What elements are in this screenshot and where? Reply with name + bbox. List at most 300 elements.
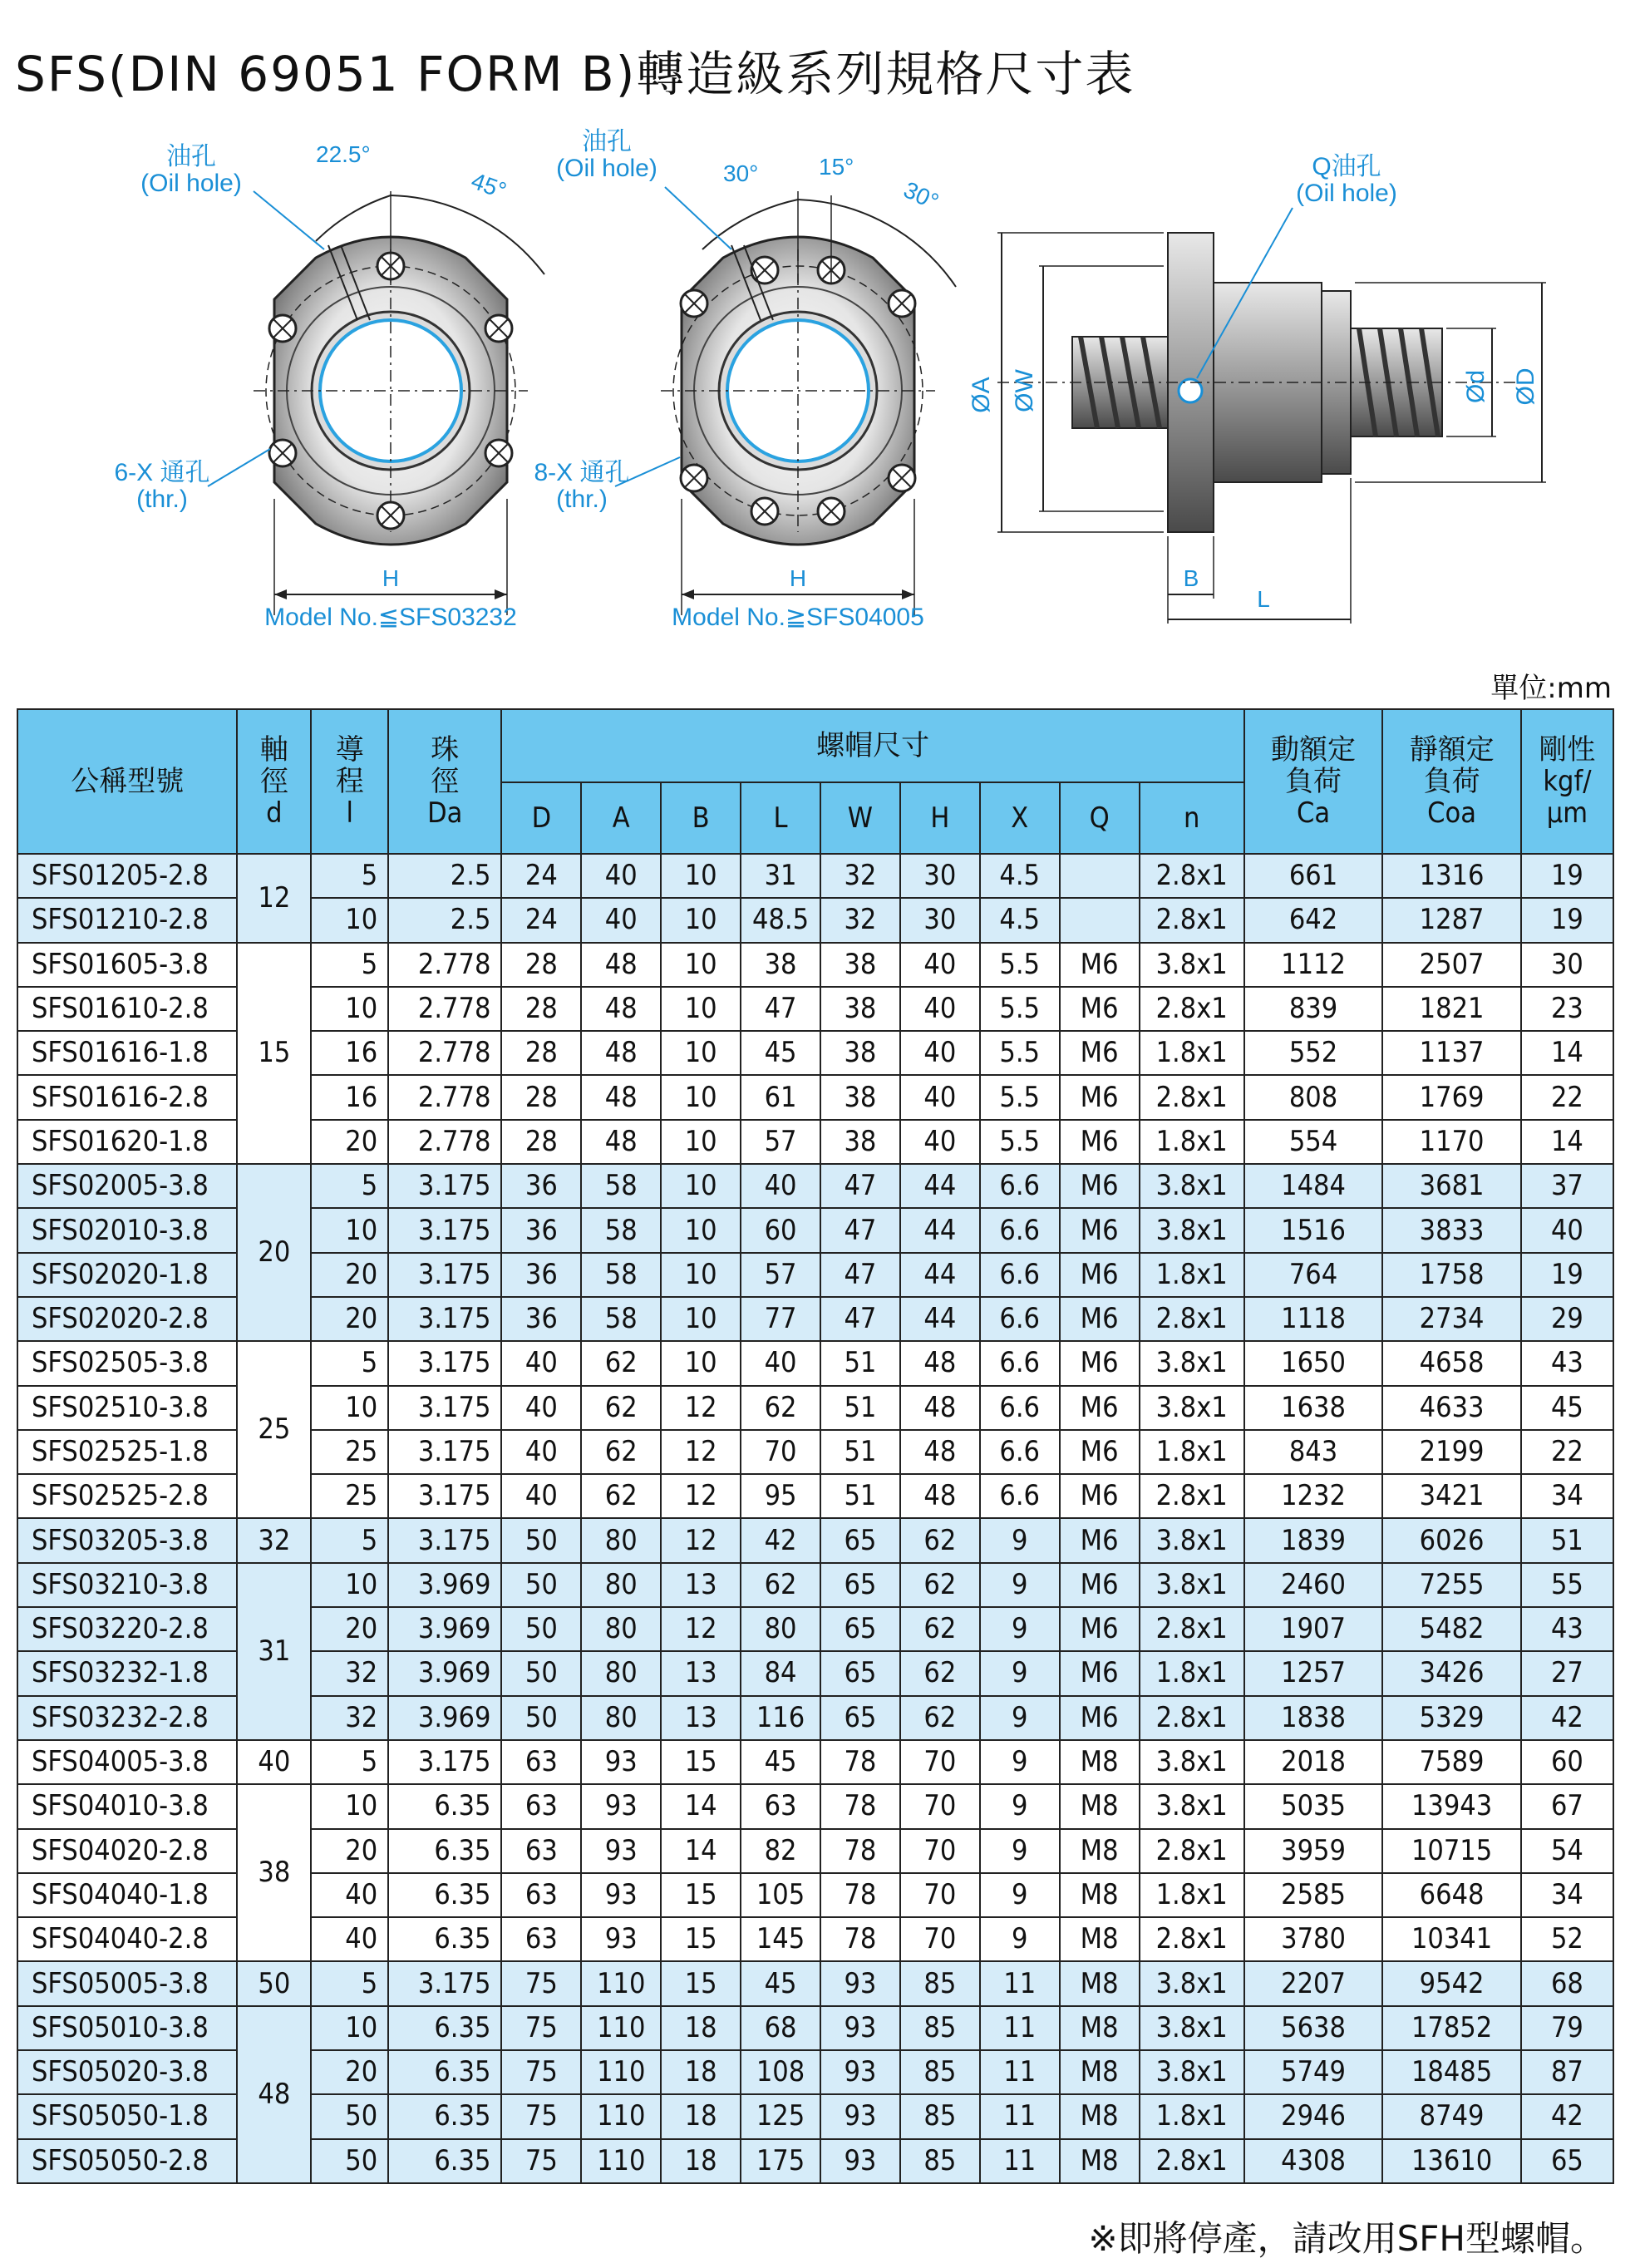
table-cell: 6648 bbox=[1382, 1873, 1521, 1917]
table-cell: 58 bbox=[581, 1208, 661, 1252]
table-cell: 3.175 bbox=[388, 1386, 501, 1430]
table-cell: 15 bbox=[661, 1873, 741, 1917]
table-cell: 10 bbox=[661, 1120, 741, 1164]
table-cell: 52 bbox=[1521, 1917, 1613, 1961]
table-cell: 5.5 bbox=[980, 1120, 1060, 1164]
table-cell: 1.8x1 bbox=[1140, 1253, 1244, 1297]
table-cell: M8 bbox=[1060, 2094, 1140, 2138]
table-cell: 23 bbox=[1521, 987, 1613, 1031]
table-cell: 80 bbox=[581, 1607, 661, 1651]
table-cell: 58 bbox=[581, 1297, 661, 1341]
table-cell: 68 bbox=[1521, 1961, 1613, 2005]
table-cell: 42 bbox=[1521, 1696, 1613, 1740]
table-cell: 13 bbox=[661, 1651, 741, 1695]
table-cell: M8 bbox=[1060, 2050, 1140, 2094]
table-cell: 40 bbox=[581, 854, 661, 898]
dimension-h: H bbox=[789, 565, 807, 591]
table-cell: 18 bbox=[661, 2139, 741, 2183]
table-cell: 108 bbox=[741, 2050, 820, 2094]
table-cell: 5.5 bbox=[980, 1031, 1060, 1075]
table-cell: 14 bbox=[1521, 1120, 1613, 1164]
table-cell: 20 bbox=[311, 1253, 388, 1297]
table-cell: 93 bbox=[820, 1961, 900, 2005]
table-row bbox=[17, 1740, 1613, 1784]
table-cell: 19 bbox=[1521, 898, 1613, 942]
table-row bbox=[17, 1784, 1613, 1828]
angle-label: 15° bbox=[819, 154, 854, 180]
table-cell: 3.8x1 bbox=[1140, 1518, 1244, 1562]
table-cell: 62 bbox=[900, 1651, 980, 1695]
table-cell: 10 bbox=[311, 987, 388, 1031]
table-cell: 25 bbox=[311, 1474, 388, 1518]
table-cell: 47 bbox=[741, 987, 820, 1031]
table-cell: SFS03205-3.8 bbox=[17, 1518, 237, 1562]
table-cell: 63 bbox=[501, 1873, 581, 1917]
table-cell: 6.35 bbox=[388, 1829, 501, 1873]
table-cell: 5749 bbox=[1244, 2050, 1383, 2094]
table-cell: 2199 bbox=[1382, 1430, 1521, 1474]
table-cell: 3.8x1 bbox=[1140, 1341, 1244, 1385]
table-cell: 6.6 bbox=[980, 1386, 1060, 1430]
table-cell: 2.5 bbox=[388, 854, 501, 898]
table-cell: 642 bbox=[1244, 898, 1383, 942]
table-cell: 10 bbox=[661, 1075, 741, 1119]
dim-b: B bbox=[1183, 565, 1199, 591]
table-cell: 1839 bbox=[1244, 1518, 1383, 1562]
table-cell: 40 bbox=[900, 1075, 980, 1119]
header-nut-col: n bbox=[1140, 782, 1244, 854]
table-cell: 14 bbox=[1521, 1031, 1613, 1075]
table-cell: 2.8x1 bbox=[1140, 1829, 1244, 1873]
table-cell: 50 bbox=[501, 1696, 581, 1740]
table-cell: 18485 bbox=[1382, 2050, 1521, 2094]
table-cell: 40 bbox=[900, 1031, 980, 1075]
table-cell: 65 bbox=[1521, 2139, 1613, 2183]
table-cell: 77 bbox=[741, 1297, 820, 1341]
table-cell: 50 bbox=[501, 1563, 581, 1607]
table-cell: 1516 bbox=[1244, 1208, 1383, 1252]
table-cell: 38 bbox=[820, 1075, 900, 1119]
table-cell: 62 bbox=[900, 1518, 980, 1562]
table-cell: 11 bbox=[980, 2006, 1060, 2050]
table-cell: 78 bbox=[820, 1917, 900, 1961]
table-cell: 19 bbox=[1521, 1253, 1613, 1297]
table-cell: 48 bbox=[900, 1341, 980, 1385]
table-cell: 1112 bbox=[1244, 943, 1383, 987]
table-cell: 54 bbox=[1521, 1829, 1613, 1873]
table-cell: M6 bbox=[1060, 1563, 1140, 1607]
table-cell: 9 bbox=[980, 1651, 1060, 1695]
table-cell: 87 bbox=[1521, 2050, 1613, 2094]
table-cell: 3.8x1 bbox=[1140, 1164, 1244, 1208]
table-cell: 4658 bbox=[1382, 1341, 1521, 1385]
table-cell: SFS02020-1.8 bbox=[17, 1253, 237, 1297]
table-cell: 10 bbox=[661, 987, 741, 1031]
table-cell: 63 bbox=[741, 1784, 820, 1828]
table-cell: M6 bbox=[1060, 1297, 1140, 1341]
table-cell: 19 bbox=[1521, 854, 1613, 898]
table-cell: 3426 bbox=[1382, 1651, 1521, 1695]
table-cell: 57 bbox=[741, 1120, 820, 1164]
table-cell: 1232 bbox=[1244, 1474, 1383, 1518]
table-cell: 7589 bbox=[1382, 1740, 1521, 1784]
table-cell: 2.5 bbox=[388, 898, 501, 942]
table-cell: 6.35 bbox=[388, 1917, 501, 1961]
table-cell: 175 bbox=[741, 2139, 820, 2183]
table-cell: 36 bbox=[501, 1297, 581, 1341]
header-nut-dimensions: 螺帽尺寸 bbox=[501, 709, 1243, 782]
table-cell: 45 bbox=[1521, 1386, 1613, 1430]
table-cell: 1821 bbox=[1382, 987, 1521, 1031]
table-cell: 51 bbox=[820, 1341, 900, 1385]
table-cell: 27 bbox=[1521, 1651, 1613, 1695]
table-cell: 40 bbox=[900, 987, 980, 1031]
table-cell: 48 bbox=[581, 1075, 661, 1119]
table-row bbox=[17, 1563, 1613, 1607]
table-cell: 44 bbox=[900, 1297, 980, 1341]
table-cell: 93 bbox=[581, 1784, 661, 1828]
table-cell: 2.8x1 bbox=[1140, 987, 1244, 1031]
table-cell: 13610 bbox=[1382, 2139, 1521, 2183]
model-note: Model No.≧SFS04005 bbox=[672, 604, 924, 631]
table-cell: 85 bbox=[900, 2139, 980, 2183]
dim-d-small: Ød bbox=[1462, 369, 1490, 404]
table-cell: 48 bbox=[900, 1386, 980, 1430]
table-cell: 40 bbox=[1521, 1208, 1613, 1252]
table-cell: 11 bbox=[980, 2139, 1060, 2183]
table-cell: 145 bbox=[741, 1917, 820, 1961]
table-cell: 62 bbox=[581, 1474, 661, 1518]
through-holes-label: 6-X 通孔 bbox=[114, 459, 210, 486]
table-cell: 85 bbox=[900, 2094, 980, 2138]
through-holes-label: 8-X 通孔 bbox=[534, 459, 630, 486]
table-cell: 1.8x1 bbox=[1140, 1120, 1244, 1164]
table-cell: M6 bbox=[1060, 987, 1140, 1031]
table-cell: 24 bbox=[501, 854, 581, 898]
table-cell: 78 bbox=[820, 1784, 900, 1828]
table-cell: 40 bbox=[501, 1341, 581, 1385]
table-cell: 2018 bbox=[1244, 1740, 1383, 1784]
shaft-diameter-cell: 48 bbox=[237, 2006, 311, 2183]
table-cell: 6.35 bbox=[388, 1873, 501, 1917]
table-cell: 32 bbox=[311, 1651, 388, 1695]
table-cell: 2.8x1 bbox=[1140, 2139, 1244, 2183]
table-cell: SFS03220-2.8 bbox=[17, 1607, 237, 1651]
table-cell: 10 bbox=[661, 1341, 741, 1385]
table-cell: 63 bbox=[501, 1829, 581, 1873]
table-cell: 40 bbox=[581, 898, 661, 942]
table-cell: 5 bbox=[311, 1164, 388, 1208]
table-cell: 51 bbox=[820, 1386, 900, 1430]
table-cell: SFS01210-2.8 bbox=[17, 898, 237, 942]
table-cell: 10 bbox=[661, 1164, 741, 1208]
table-cell: 3.175 bbox=[388, 1341, 501, 1385]
table-cell: 78 bbox=[820, 1873, 900, 1917]
table-cell: 12 bbox=[661, 1430, 741, 1474]
table-cell: 1.8x1 bbox=[1140, 1031, 1244, 1075]
table-cell: 15 bbox=[661, 1740, 741, 1784]
table-cell: 4.5 bbox=[980, 854, 1060, 898]
table-cell: 50 bbox=[501, 1651, 581, 1695]
table-cell: 1.8x1 bbox=[1140, 2094, 1244, 2138]
table-cell: 3.8x1 bbox=[1140, 1961, 1244, 2005]
table-cell: 764 bbox=[1244, 1253, 1383, 1297]
shaft-diameter-cell: 40 bbox=[237, 1740, 311, 1784]
table-cell: 1287 bbox=[1382, 898, 1521, 942]
table-cell: 93 bbox=[581, 1740, 661, 1784]
shaft-diameter-cell: 25 bbox=[237, 1341, 311, 1518]
unit-label: 單位:mm bbox=[1490, 672, 1612, 705]
table-cell: 70 bbox=[900, 1917, 980, 1961]
table-cell: 16 bbox=[311, 1075, 388, 1119]
table-cell: 70 bbox=[900, 1784, 980, 1828]
spec-table bbox=[17, 708, 1614, 2184]
table-cell: 58 bbox=[581, 1253, 661, 1297]
table-cell: 36 bbox=[501, 1164, 581, 1208]
table-cell: 40 bbox=[501, 1474, 581, 1518]
header-nut-col: A bbox=[581, 782, 661, 854]
table-cell: 554 bbox=[1244, 1120, 1383, 1164]
table-cell: 3.8x1 bbox=[1140, 1208, 1244, 1252]
table-row bbox=[17, 1341, 1613, 1385]
table-cell: 2460 bbox=[1244, 1563, 1383, 1607]
table-cell: 4.5 bbox=[980, 898, 1060, 942]
table-cell: 1137 bbox=[1382, 1031, 1521, 1075]
table-cell: 70 bbox=[900, 1740, 980, 1784]
table-cell: 93 bbox=[581, 1829, 661, 1873]
table-cell: 51 bbox=[820, 1474, 900, 1518]
table-cell: 3.969 bbox=[388, 1563, 501, 1607]
table-cell: 17852 bbox=[1382, 2006, 1521, 2050]
table-cell: 75 bbox=[501, 2006, 581, 2050]
table-cell: 10 bbox=[311, 898, 388, 942]
through-holes-en: (thr.) bbox=[556, 486, 608, 513]
table-cell: 30 bbox=[900, 854, 980, 898]
table-cell: SFS05050-2.8 bbox=[17, 2139, 237, 2183]
table-cell: 62 bbox=[741, 1563, 820, 1607]
table-cell: 50 bbox=[311, 2094, 388, 2138]
table-cell: 44 bbox=[900, 1253, 980, 1297]
header-dynamic-load: 動額定 負荷 Ca bbox=[1244, 709, 1383, 854]
table-cell: 2585 bbox=[1244, 1873, 1383, 1917]
table-cell: 6.6 bbox=[980, 1430, 1060, 1474]
table-cell: M8 bbox=[1060, 1873, 1140, 1917]
table-cell: 6026 bbox=[1382, 1518, 1521, 1562]
table-cell: 28 bbox=[501, 943, 581, 987]
oil-hole-en: (Oil hole) bbox=[556, 155, 657, 182]
table-cell: 11 bbox=[980, 1961, 1060, 2005]
q-oil-hole-en: (Oil hole) bbox=[1296, 180, 1397, 207]
table-cell: 10341 bbox=[1382, 1917, 1521, 1961]
table-cell: SFS05050-1.8 bbox=[17, 2094, 237, 2138]
table-cell: M6 bbox=[1060, 1474, 1140, 1518]
table-cell: 95 bbox=[741, 1474, 820, 1518]
table-cell: 5035 bbox=[1244, 1784, 1383, 1828]
table-cell: 1316 bbox=[1382, 854, 1521, 898]
table-cell: 63 bbox=[501, 1784, 581, 1828]
table-cell: 1484 bbox=[1244, 1164, 1383, 1208]
dim-w: ØW bbox=[1011, 369, 1038, 412]
page-title: SFS(DIN 69051 FORM B)轉造級系列規格尺寸表 bbox=[15, 46, 1135, 102]
table-cell: 6.35 bbox=[388, 1784, 501, 1828]
table-cell: 110 bbox=[581, 2006, 661, 2050]
table-cell: 661 bbox=[1244, 854, 1383, 898]
table-row bbox=[17, 943, 1613, 987]
table-cell: 3.175 bbox=[388, 1253, 501, 1297]
table-cell: 75 bbox=[501, 2094, 581, 2138]
table-cell: 10 bbox=[661, 854, 741, 898]
table-cell: 24 bbox=[501, 898, 581, 942]
table-cell: 9542 bbox=[1382, 1961, 1521, 2005]
table-cell: 12 bbox=[661, 1386, 741, 1430]
table-cell: 30 bbox=[1521, 943, 1613, 987]
table-cell: 43 bbox=[1521, 1607, 1613, 1651]
table-cell: 15 bbox=[661, 1917, 741, 1961]
table-cell: 50 bbox=[311, 2139, 388, 2183]
table-cell: SFS01616-2.8 bbox=[17, 1075, 237, 1119]
table-cell: 78 bbox=[820, 1829, 900, 1873]
table-cell: 9 bbox=[980, 1563, 1060, 1607]
table-cell: 79 bbox=[1521, 2006, 1613, 2050]
table-row bbox=[17, 854, 1613, 898]
shaft-diameter-cell: 20 bbox=[237, 1164, 311, 1341]
table-cell: 5.5 bbox=[980, 943, 1060, 987]
table-cell: 62 bbox=[581, 1341, 661, 1385]
table-cell: 110 bbox=[581, 2050, 661, 2094]
table-cell: 9 bbox=[980, 1740, 1060, 1784]
side-view bbox=[968, 153, 1546, 624]
front-view-6-hole bbox=[114, 141, 544, 631]
table-cell: 84 bbox=[741, 1651, 820, 1695]
table-cell: 9 bbox=[980, 1784, 1060, 1828]
dim-d-large: ØD bbox=[1512, 367, 1539, 406]
table-cell: SFS04010-3.8 bbox=[17, 1784, 237, 1828]
table-cell: 1257 bbox=[1244, 1651, 1383, 1695]
shaft-diameter-cell: 15 bbox=[237, 943, 311, 1164]
table-cell: 2734 bbox=[1382, 1297, 1521, 1341]
table-cell: SFS01605-3.8 bbox=[17, 943, 237, 987]
table-cell: 12 bbox=[661, 1607, 741, 1651]
table-cell: 5 bbox=[311, 943, 388, 987]
table-cell: SFS01610-2.8 bbox=[17, 987, 237, 1031]
table-cell: 4633 bbox=[1382, 1386, 1521, 1430]
table-cell: 1758 bbox=[1382, 1253, 1521, 1297]
table-cell: 116 bbox=[741, 1696, 820, 1740]
table-cell: 18 bbox=[661, 2006, 741, 2050]
header-static-load: 靜額定 負荷 Coa bbox=[1382, 709, 1521, 854]
table-cell: 38 bbox=[741, 943, 820, 987]
table-cell: 9 bbox=[980, 1873, 1060, 1917]
table-cell: 3.8x1 bbox=[1140, 943, 1244, 987]
header-nut-col: X bbox=[980, 782, 1060, 854]
table-cell: M6 bbox=[1060, 1607, 1140, 1651]
table-cell: 62 bbox=[581, 1386, 661, 1430]
table-cell: 6.6 bbox=[980, 1297, 1060, 1341]
table-cell: 93 bbox=[581, 1917, 661, 1961]
table-cell: 63 bbox=[501, 1740, 581, 1784]
table-cell: 47 bbox=[820, 1253, 900, 1297]
table-cell: 10 bbox=[661, 1253, 741, 1297]
table-cell: 5 bbox=[311, 1341, 388, 1385]
table-cell: 42 bbox=[741, 1518, 820, 1562]
table-cell: 48 bbox=[900, 1474, 980, 1518]
table-cell bbox=[1060, 854, 1140, 898]
header-lead: 導 程 l bbox=[311, 709, 388, 854]
table-cell: 5.5 bbox=[980, 987, 1060, 1031]
table-cell: 68 bbox=[741, 2006, 820, 2050]
table-cell: 20 bbox=[311, 1607, 388, 1651]
table-cell: 15 bbox=[661, 1961, 741, 2005]
table-cell: SFS02010-3.8 bbox=[17, 1208, 237, 1252]
table-cell: M6 bbox=[1060, 1164, 1140, 1208]
table-cell: 70 bbox=[900, 1873, 980, 1917]
table-cell: 38 bbox=[820, 943, 900, 987]
table-cell: 5.5 bbox=[980, 1075, 1060, 1119]
table-cell: 11 bbox=[980, 2050, 1060, 2094]
table-cell: 67 bbox=[1521, 1784, 1613, 1828]
table-cell: 1.8x1 bbox=[1140, 1430, 1244, 1474]
table-cell: 11 bbox=[980, 2094, 1060, 2138]
table-cell: 13 bbox=[661, 1563, 741, 1607]
table-cell: M8 bbox=[1060, 1829, 1140, 1873]
table-cell: 51 bbox=[820, 1430, 900, 1474]
table-cell: 1.8x1 bbox=[1140, 1651, 1244, 1695]
angle-label: 22.5° bbox=[316, 141, 371, 167]
table-cell: 28 bbox=[501, 1075, 581, 1119]
table-cell: 34 bbox=[1521, 1873, 1613, 1917]
table-cell: 808 bbox=[1244, 1075, 1383, 1119]
table-cell: 62 bbox=[741, 1386, 820, 1430]
table-cell: 28 bbox=[501, 1120, 581, 1164]
table-cell: 6.6 bbox=[980, 1208, 1060, 1252]
table-cell: 10715 bbox=[1382, 1829, 1521, 1873]
table-cell: 38 bbox=[820, 1120, 900, 1164]
table-cell: 82 bbox=[741, 1829, 820, 1873]
table-cell: 3.8x1 bbox=[1140, 1386, 1244, 1430]
table-cell: 13 bbox=[661, 1696, 741, 1740]
shaft-diameter-cell: 12 bbox=[237, 854, 311, 943]
table-cell: 50 bbox=[501, 1607, 581, 1651]
table-cell: 3780 bbox=[1244, 1917, 1383, 1961]
table-cell: 10 bbox=[311, 2006, 388, 2050]
table-cell: 18 bbox=[661, 2094, 741, 2138]
table-cell: 5 bbox=[311, 1740, 388, 1784]
table-cell: M6 bbox=[1060, 1075, 1140, 1119]
table-cell: 47 bbox=[820, 1208, 900, 1252]
table-cell: 93 bbox=[581, 1873, 661, 1917]
table-cell: 40 bbox=[741, 1341, 820, 1385]
table-cell: SFS03232-2.8 bbox=[17, 1696, 237, 1740]
table-cell: 2.8x1 bbox=[1140, 854, 1244, 898]
table-cell: 22 bbox=[1521, 1430, 1613, 1474]
table-cell: 47 bbox=[820, 1297, 900, 1341]
table-cell: M8 bbox=[1060, 2006, 1140, 2050]
table-cell: 85 bbox=[900, 2006, 980, 2050]
table-cell: 6.35 bbox=[388, 2006, 501, 2050]
table-cell: 3.8x1 bbox=[1140, 2050, 1244, 2094]
table-cell: SFS02525-2.8 bbox=[17, 1474, 237, 1518]
table-cell: 843 bbox=[1244, 1430, 1383, 1474]
table-cell: 61 bbox=[741, 1075, 820, 1119]
table-cell: 9 bbox=[980, 1607, 1060, 1651]
table-cell: 50 bbox=[501, 1518, 581, 1562]
table-cell: 2.778 bbox=[388, 987, 501, 1031]
table-cell: 3.8x1 bbox=[1140, 1784, 1244, 1828]
table-cell: 1838 bbox=[1244, 1696, 1383, 1740]
header-nut-col: D bbox=[501, 782, 581, 854]
table-cell: 78 bbox=[820, 1740, 900, 1784]
header-nut-col: W bbox=[820, 782, 900, 854]
